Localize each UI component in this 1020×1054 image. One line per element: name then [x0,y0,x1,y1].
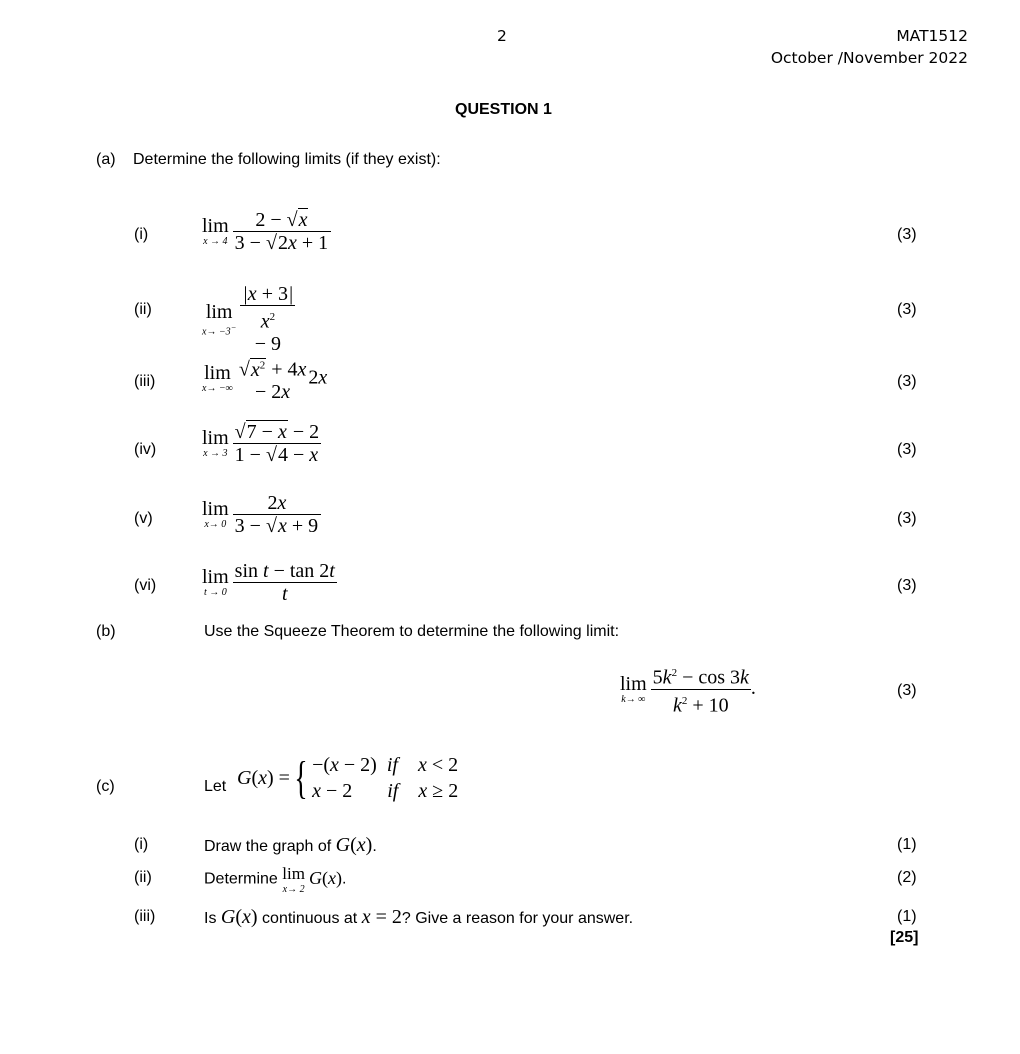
limit-expression-i: lim x → 4 $\frac{2 - √x}{3 - √2x + 1}$ [202,209,331,254]
item-label: (vi) [134,577,157,594]
item-label: (iii) [134,908,156,925]
marks: (3) [897,577,917,594]
item-label: (i) [134,836,149,853]
page-number: 2 [497,27,507,45]
part-b-label: (b) [96,623,116,640]
part-c-item-i [204,834,377,857]
marks: (3) [897,510,917,527]
part-a-label: (a) [96,151,116,168]
limit-expression-iii: lim x→ −∞ $√x^2 + 4x$ − 2x2x [202,358,328,403]
limit-expression-b: lim k→ ∞ $\frac{5k^2 - \cos 3k}{k^2 + 10}$ . [620,666,756,717]
limit-expression-ii: lim x→ −3− |x + 3| $x^2$ − 9 [202,283,294,355]
text: Draw the graph of [204,838,332,855]
part-c-item-iii [204,906,633,929]
course-code: MAT1512 [896,27,968,45]
marks: (3) [897,441,917,458]
marks: (3) [897,226,917,243]
item-label: (i) [134,226,149,243]
math-g-of-x: G(x) [335,834,373,856]
marks: (3) [897,373,917,390]
text: Determine [204,870,278,888]
item-label: (ii) [134,301,152,318]
item-label: (iv) [134,441,157,458]
limit-expression-vi: lim t → 0 $\frac{\text{sin t − tan 2t}}{t}$ [202,560,335,605]
let-text: Let [204,778,227,795]
limit-expression-v: lim x→ 0 $\frac{2x}{3 - √x + 9}$ [202,492,321,537]
marks: (1) [897,836,917,853]
text: ? Give a reason for your answer. [401,910,634,927]
exam-session: October /November 2022 [770,49,968,67]
marks: (2) [897,869,917,886]
marks: (3) [897,301,917,318]
math-limit-g: lim x→ 2 G(x) [282,864,342,895]
item-label: (iii) [134,373,156,390]
total-marks: [25] [890,929,919,946]
text: . [341,870,347,888]
text: continuous at [262,910,358,927]
part-b-instruction: Use the Squeeze Theorem to determine the following limit: [204,623,620,640]
limit-expression-iv: lim x → 3 $\frac{√7 - x - 2}{1 - √4 - x}$ [202,421,320,466]
text: . [372,838,377,855]
marks: (1) [897,908,917,925]
piecewise-definition: G(x) ={ −(x − 2) if x < 2 x − 2 if x ≥ 2 [237,752,459,803]
part-c-label: (c) [96,778,115,795]
question-title: QUESTION 1 [455,101,552,118]
part-a-instruction: Determine the following limits (if they exist): [133,151,441,168]
marks: (3) [897,682,917,699]
item-label: (v) [134,510,153,527]
math-x-equals-2: x = 2 [361,906,402,928]
item-label: (ii) [134,869,152,886]
part-c-item-ii [204,864,346,895]
text: Is [204,910,217,927]
math-g-of-x: G(x) [220,906,258,928]
